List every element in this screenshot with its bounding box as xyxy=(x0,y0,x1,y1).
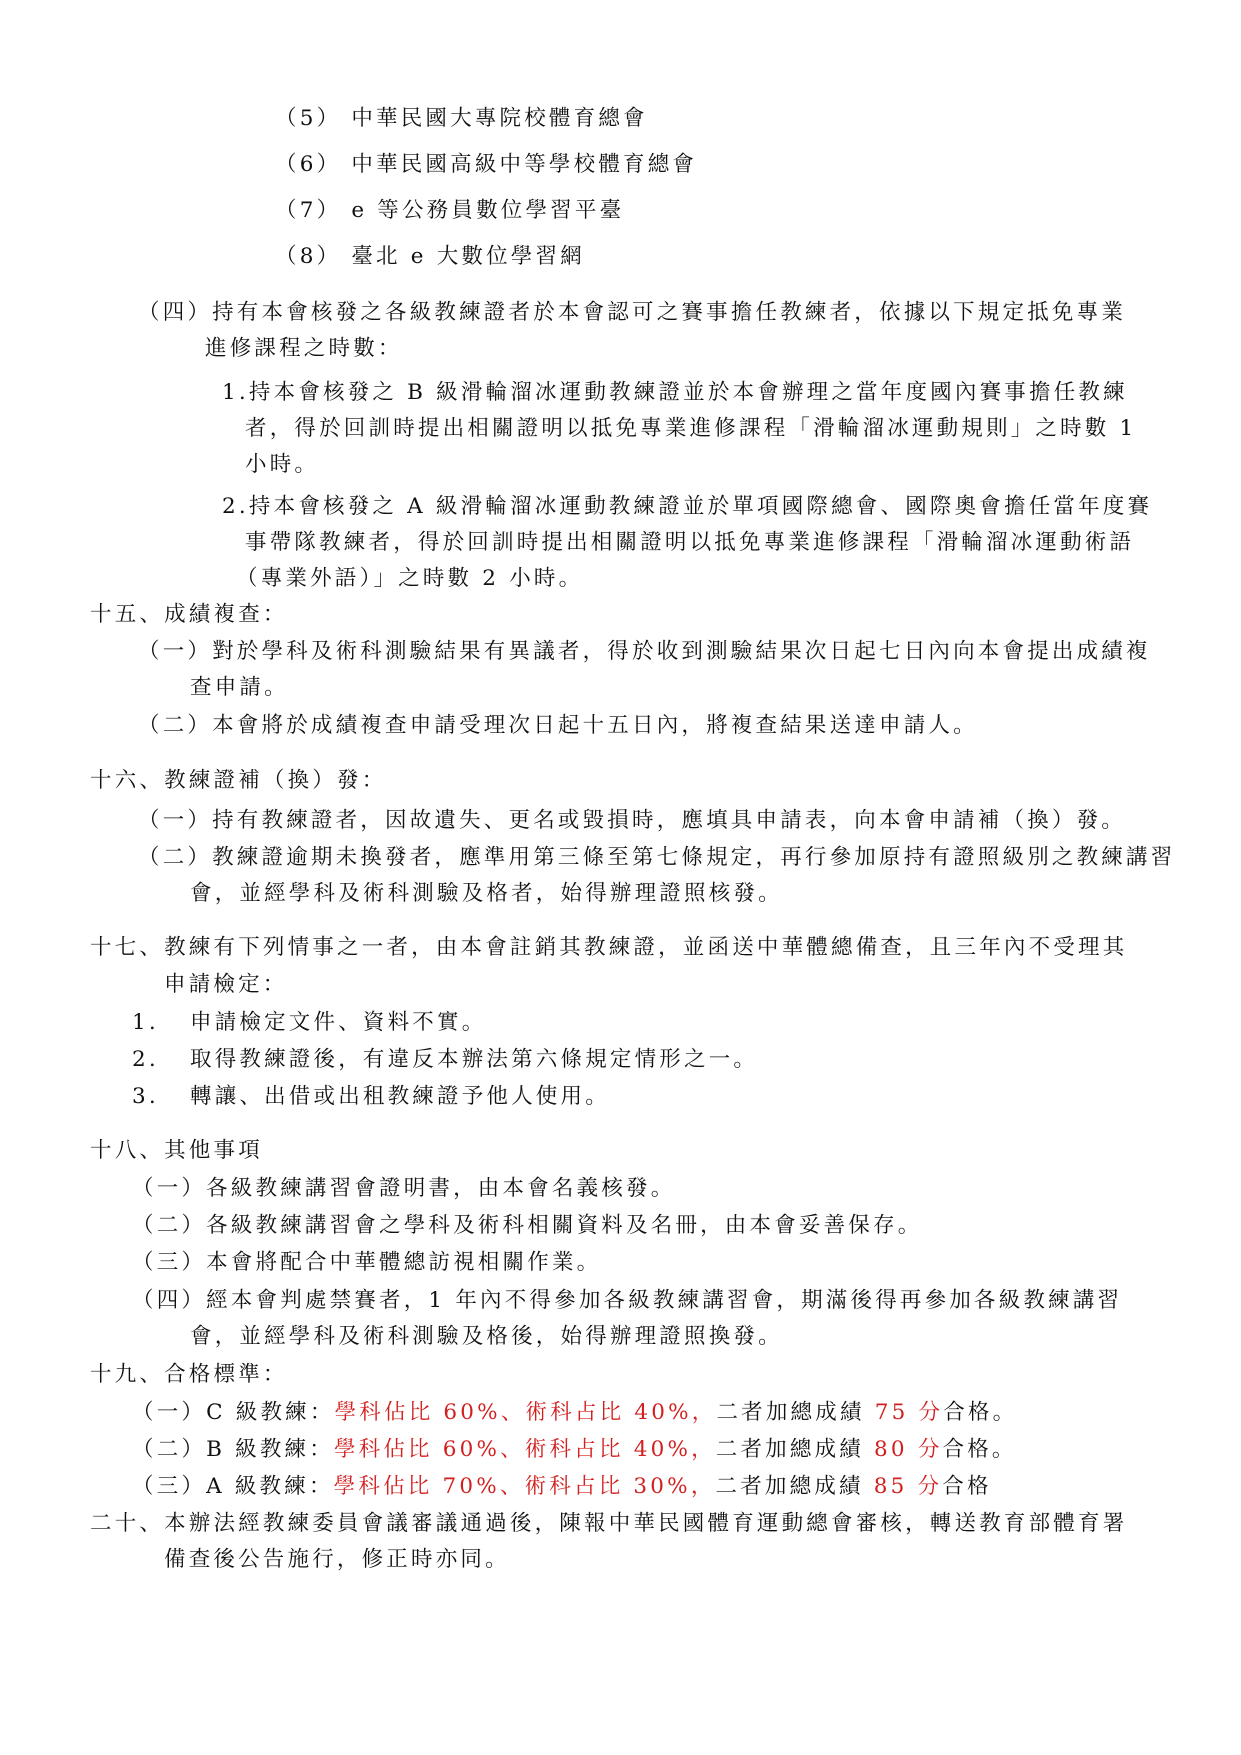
standard-post: 合格。 xyxy=(943,1400,1018,1425)
section-17-title-line1: 十七、教練有下列情事之一者，由本會註銷其教練證，並函送中華體總備查，且三年內不受理其 xyxy=(90,935,1128,960)
clause-4-item1-line3: 小時。 xyxy=(245,452,320,477)
standard-label: （一）C 級教練： xyxy=(132,1400,335,1425)
section-17-item-num: 3. xyxy=(132,1084,159,1109)
section-18-p2: （二）各級教練講習會之學科及術科相關資料及名冊，由本會妥善保存。 xyxy=(132,1213,923,1238)
section-18-p4-line2: 會，並經學科及術科測驗及格後，始得辦理證照換發。 xyxy=(190,1324,783,1349)
clause-4-line2: 進修課程之時數： xyxy=(205,336,403,361)
section-18-p4-line1: （四）經本會判處禁賽者，1 年內不得參加各級教練講習會，期滿後得再參加各級教練講習 xyxy=(132,1288,1123,1313)
section-18-p3: （三）本會將配合中華體總訪視相關作業。 xyxy=(132,1250,602,1275)
section-15-p1-line1: （一）對於學科及術科測驗結果有異議者，得於收到測驗結果次日起七日內向本會提出成績複 xyxy=(138,639,1151,664)
standard-ratio: 學科佔比 60%、術科占比 40%， xyxy=(334,1400,717,1425)
standard-label: （三）A 級教練： xyxy=(132,1474,334,1499)
standard-mid: 二者加總成績 xyxy=(715,1474,874,1499)
standard-post: 合格。 xyxy=(942,1437,1017,1462)
standard-label: （二）B 級教練： xyxy=(132,1437,334,1462)
section-16-p1: （一）持有教練證者，因故遺失、更名或毀損時，應填具申請表，向本會申請補（換）發。 xyxy=(138,808,1127,833)
section-17-item-num: 2. xyxy=(132,1047,159,1072)
standard-row-b xyxy=(132,1435,1017,1465)
standard-score: 80 分 xyxy=(874,1437,943,1462)
standard-score: 85 分 xyxy=(873,1474,943,1499)
section-15-title: 十五、成績複查： xyxy=(90,602,288,627)
section-15-p1-line2: 查申請。 xyxy=(190,675,289,700)
clause-4-item2-line2: 事帶隊教練者，得於回訓時提出相關證明以抵免專業進修課程「滑輪溜冰運動術語 xyxy=(245,530,1135,555)
list-item-7: （7） e 等公務員數位學習平臺 xyxy=(275,198,625,223)
list-item-8: （8） 臺北 e 大數位學習網 xyxy=(275,244,585,269)
standard-row-a xyxy=(132,1472,992,1502)
standard-row-c xyxy=(132,1398,1017,1428)
section-19-title: 十九、合格標準： xyxy=(90,1362,288,1387)
section-16-p2-line2: 會，並經學科及術科測驗及格者，始得辦理證照核發。 xyxy=(190,881,783,906)
clause-4-item1-line2: 者，得於回訓時提出相關證明以抵免專業進修課程「滑輪溜冰運動規則」之時數 1 xyxy=(245,416,1137,441)
section-17-item-text: 申請檢定文件、資料不實。 xyxy=(190,1010,487,1035)
section-17-item-text: 轉讓、出借或出租教練證予他人使用。 xyxy=(190,1084,610,1109)
section-17-title-line2: 申請檢定： xyxy=(164,972,288,997)
section-17-item-text: 取得教練證後，有違反本辦法第六條規定情形之一。 xyxy=(190,1047,759,1072)
standard-ratio: 學科佔比 60%、術科占比 40%， xyxy=(333,1437,716,1462)
section-20-line2: 備查後公告施行，修正時亦同。 xyxy=(164,1547,510,1572)
clause-4-item2-line3: （專業外語）」之時數 2 小時。 xyxy=(236,566,584,591)
standard-mid: 二者加總成績 xyxy=(716,1400,875,1425)
section-15-p2: （二）本會將於成績複查申請受理次日起十五日內，將複查結果送達申請人。 xyxy=(138,713,978,738)
clause-4-line1: （四）持有本會核發之各級教練證者於本會認可之賽事擔任教練者，依據以下規定抵免專業 xyxy=(138,300,1127,325)
standard-post: 合格 xyxy=(942,1474,992,1499)
section-18-p1: （一）各級教練講習會證明書，由本會名義核發。 xyxy=(132,1176,676,1201)
clause-4-item2-line1: 2.持本會核發之 A 級滑輪溜冰運動教練證並於單項國際總會、國際奧會擔任當年度賽 xyxy=(222,494,1153,519)
section-16-title: 十六、教練證補（換）發： xyxy=(90,768,387,793)
list-item-5: （5） 中華民國大專院校體育總會 xyxy=(275,106,648,131)
clause-4-item1-line1: 1.持本會核發之 B 級滑輪溜冰運動教練證並於本會辦理之當年度國內賽事擔任教練 xyxy=(222,380,1128,405)
standard-score: 75 分 xyxy=(874,1400,944,1425)
section-20-line1: 二十、本辦法經教練委員會議審議通過後，陳報中華民國體育運動總會審核，轉送教育部體育署 xyxy=(90,1511,1128,1536)
list-item-6: （6） 中華民國高級中等學校體育總會 xyxy=(275,152,698,177)
standard-ratio: 學科佔比 70%、術科占比 30%， xyxy=(333,1474,716,1499)
section-17-item-num: 1. xyxy=(132,1010,159,1035)
standard-mid: 二者加總成績 xyxy=(715,1437,875,1462)
section-16-p2-line1: （二）教練證逾期未換發者，應準用第三條至第七條規定，再行參加原持有證照級別之教練講習 xyxy=(138,845,1176,870)
section-18-title: 十八、其他事項 xyxy=(90,1138,263,1163)
